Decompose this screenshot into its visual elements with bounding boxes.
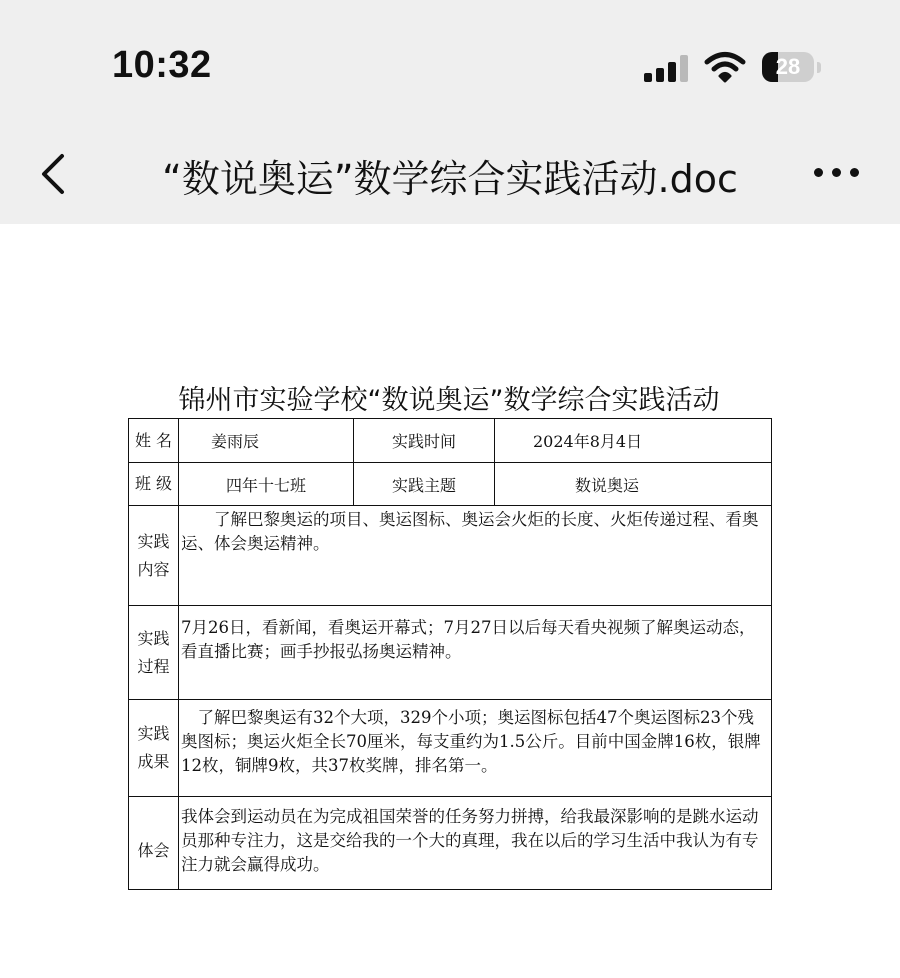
status-time: 10:32 bbox=[112, 44, 212, 86]
wifi-icon bbox=[704, 50, 746, 84]
section-content-reflection: 我体会到运动员在为完成祖国荣誉的任务努力拼搏，给我最深影响的是跳水运动员那种专注力，这是交给我的一个大的真理，我在以后的学习生活中我认为有专注力就会赢得成功。 bbox=[179, 797, 772, 890]
battery-icon bbox=[762, 52, 814, 82]
time-value: 2024年8月4日 bbox=[495, 419, 772, 463]
name-value: 姜雨辰 bbox=[179, 419, 354, 463]
section-label-line1: 实践 bbox=[137, 628, 170, 648]
section-content-results: 了解巴黎奥运有32个大项，329个小项；奥运图标包括47个奥运图标23个残奥图标；奥运火炬全长70厘米，每支重约为1.5公斤。目前中国金牌16枚，银牌12枚，铜牌9枚，共37枚奖牌，排名第一。 bbox=[179, 700, 772, 797]
section-label-line2: 成果 bbox=[137, 752, 170, 771]
class-label: 班 级 bbox=[129, 463, 179, 506]
theme-value: 数说奥运 bbox=[495, 463, 772, 506]
battery-level: 28 bbox=[775, 54, 801, 79]
section-label-line1: 实践 bbox=[137, 724, 170, 743]
section-label bbox=[129, 506, 179, 606]
section-label bbox=[129, 606, 179, 700]
activity-form-table bbox=[128, 418, 772, 890]
chevron-left-icon[interactable] bbox=[36, 150, 76, 198]
table-row bbox=[129, 506, 772, 606]
class-value: 四年十七班 bbox=[179, 463, 354, 506]
table-row bbox=[129, 606, 772, 700]
section-content-practice: 了解巴黎奥运的项目、奥运图标、奥运会火炬的长度、火炬传递过程、看奥运、体会奥运精神。 bbox=[179, 506, 772, 606]
section-label bbox=[129, 700, 179, 797]
signal-icon bbox=[644, 54, 690, 82]
section-label-line2: 过程 bbox=[137, 656, 170, 676]
section-label-line1: 体会 bbox=[137, 841, 170, 860]
table-row bbox=[129, 700, 772, 797]
section-label-line1: 实践 bbox=[137, 531, 170, 551]
section-label bbox=[129, 797, 179, 890]
table-row bbox=[129, 419, 772, 463]
time-label: 实践时间 bbox=[354, 419, 495, 463]
theme-label: 实践主题 bbox=[354, 463, 495, 506]
battery-cap bbox=[817, 62, 821, 73]
page-title: “数说奥运”数学综合实践活动.doc bbox=[162, 157, 738, 201]
name-label: 姓 名 bbox=[129, 419, 179, 463]
document-title: 锦州市实验学校“数说奥运”数学综合实践活动 bbox=[178, 385, 720, 416]
top-bar bbox=[0, 0, 900, 224]
more-icon[interactable] bbox=[812, 165, 862, 181]
section-label-line2: 内容 bbox=[137, 559, 170, 579]
table-row bbox=[129, 797, 772, 890]
section-content-process: 7月26日，看新闻，看奥运开幕式；7月27日以后每天看央视频了解奥运动态，看直播比赛；画手抄报弘扬奥运精神。 bbox=[179, 606, 772, 700]
table-row bbox=[129, 463, 772, 506]
